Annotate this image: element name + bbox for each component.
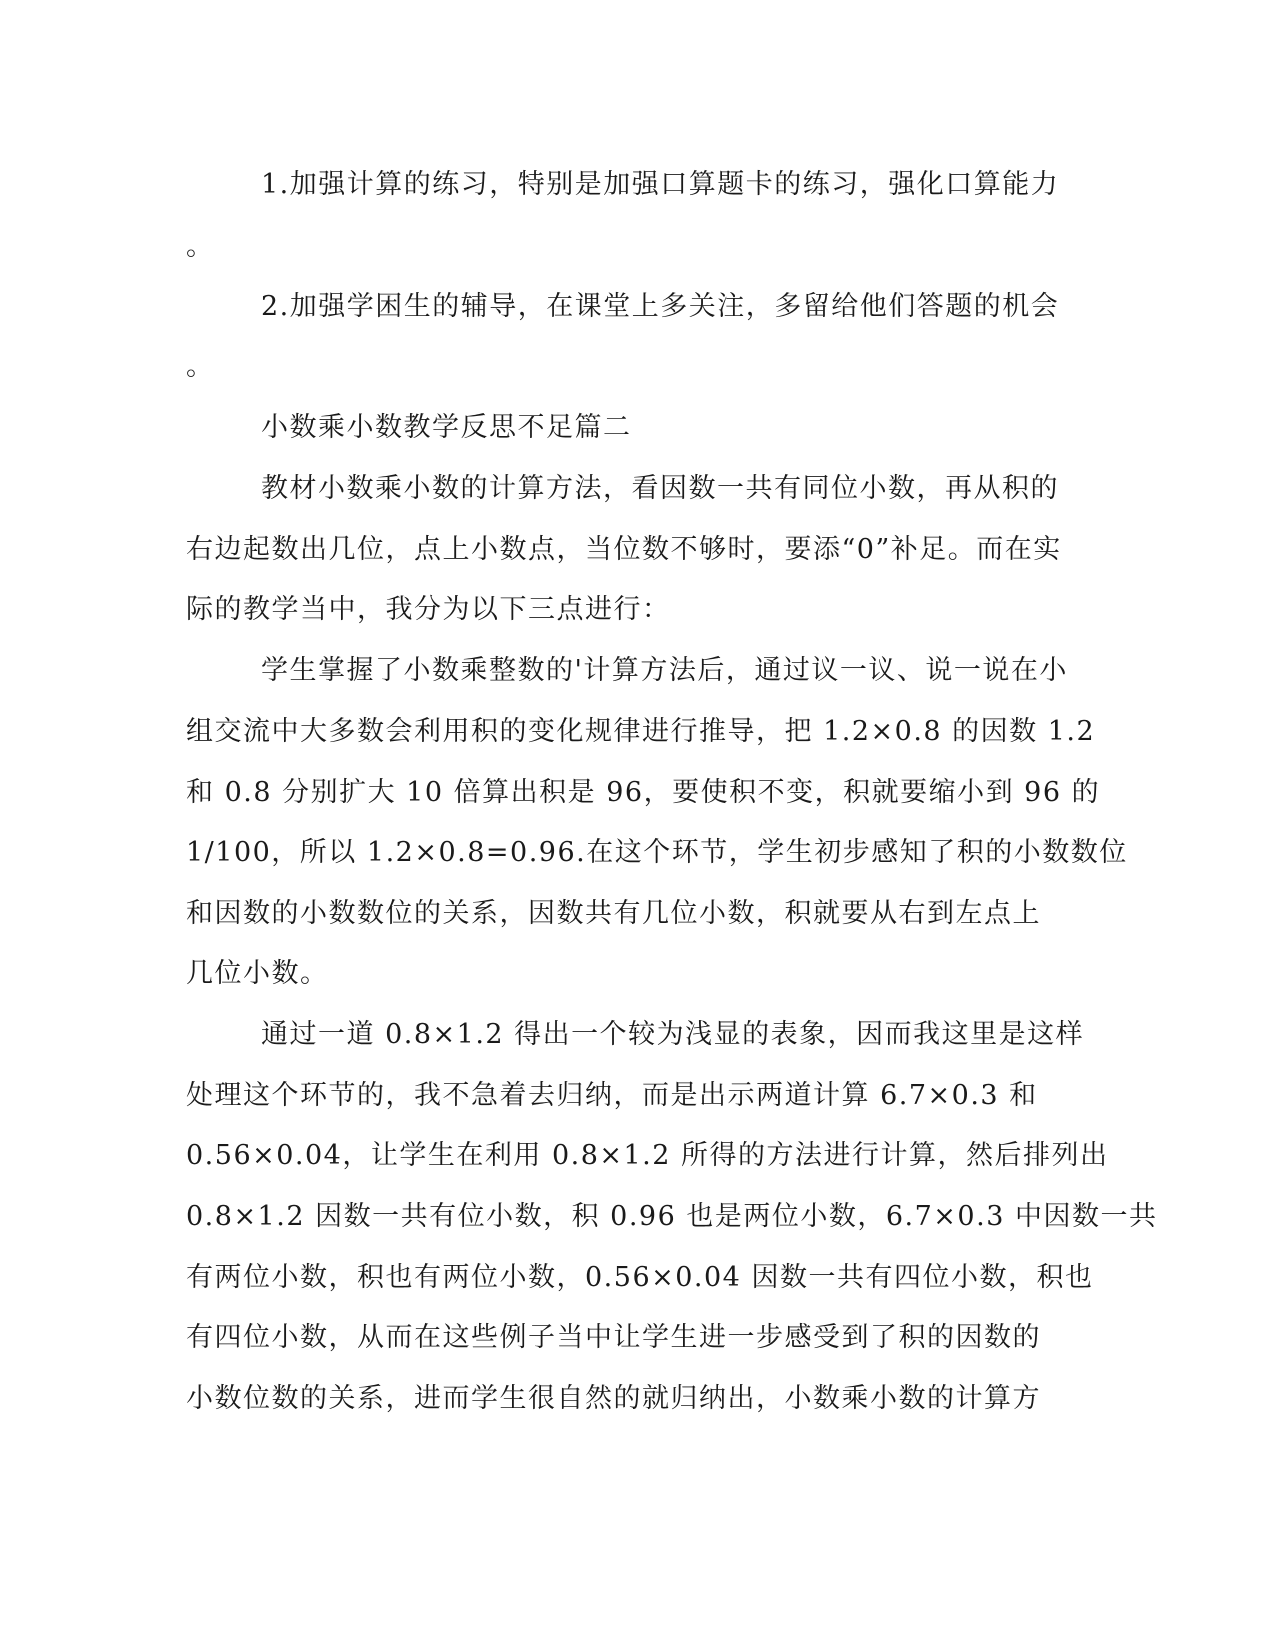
paragraph-line: 2.加强学困生的辅导，在课堂上多关注，多留给他们答题的机会 (261, 291, 1060, 322)
paragraph-line: 有四位小数，从而在这些例子当中让学生进一步感受到了积的因数的 (186, 1322, 1041, 1353)
paragraph-line: 组交流中大多数会利用积的变化规律进行推导，把 1.2×0.8 的因数 1.2 (186, 716, 1096, 747)
paragraph-line: 处理这个环节的，我不急着去归纳，而是出示两道计算 6.7×0.3 和 (186, 1080, 1038, 1111)
paragraph-line: 。 (186, 231, 215, 262)
paragraph-line: 1/100，所以 1.2×0.8=0.96.在这个环节，学生初步感知了积的小数数位 (186, 837, 1128, 868)
paragraph-line: 。 (186, 351, 215, 382)
paragraph-line: 学生掌握了小数乘整数的'计算方法后，通过议一议、说一说在小 (261, 655, 1068, 686)
paragraph-line: 几位小数。 (186, 958, 329, 989)
paragraph-line: 教材小数乘小数的计算方法，看因数一共有同位小数，再从积的 (261, 473, 1059, 504)
paragraph-line: 1.加强计算的练习，特别是加强口算题卡的练习，强化口算能力 (261, 169, 1060, 200)
paragraph-line: 0.8×1.2 因数一共有位小数，积 0.96 也是两位小数，6.7×0.3 中因数一共 (186, 1201, 1158, 1232)
paragraph-line: 通过一道 0.8×1.2 得出一个较为浅显的表象，因而我这里是这样 (261, 1019, 1085, 1050)
paragraph-line: 和 0.8 分别扩大 10 倍算出积是 96，要使积不变，积就要缩小到 96 的 (186, 777, 1101, 808)
paragraph-line: 和因数的小数数位的关系，因数共有几位小数，积就要从右到左点上 (186, 898, 1041, 929)
paragraph-line: 0.56×0.04，让学生在利用 0.8×1.2 所得的方法进行计算，然后排列出 (186, 1140, 1109, 1171)
paragraph-line: 右边起数出几位，点上小数点，当位数不够时，要添“0”补足。而在实 (186, 534, 1062, 565)
paragraph-line: 有两位小数，积也有两位小数，0.56×0.04 因数一共有四位小数，积也 (186, 1262, 1094, 1293)
paragraph-line: 际的教学当中，我分为以下三点进行： (186, 594, 671, 625)
paragraph-line: 小数位数的关系，进而学生很自然的就归纳出，小数乘小数的计算方 (186, 1383, 1041, 1414)
section-heading: 小数乘小数教学反思不足篇二 (261, 412, 632, 443)
